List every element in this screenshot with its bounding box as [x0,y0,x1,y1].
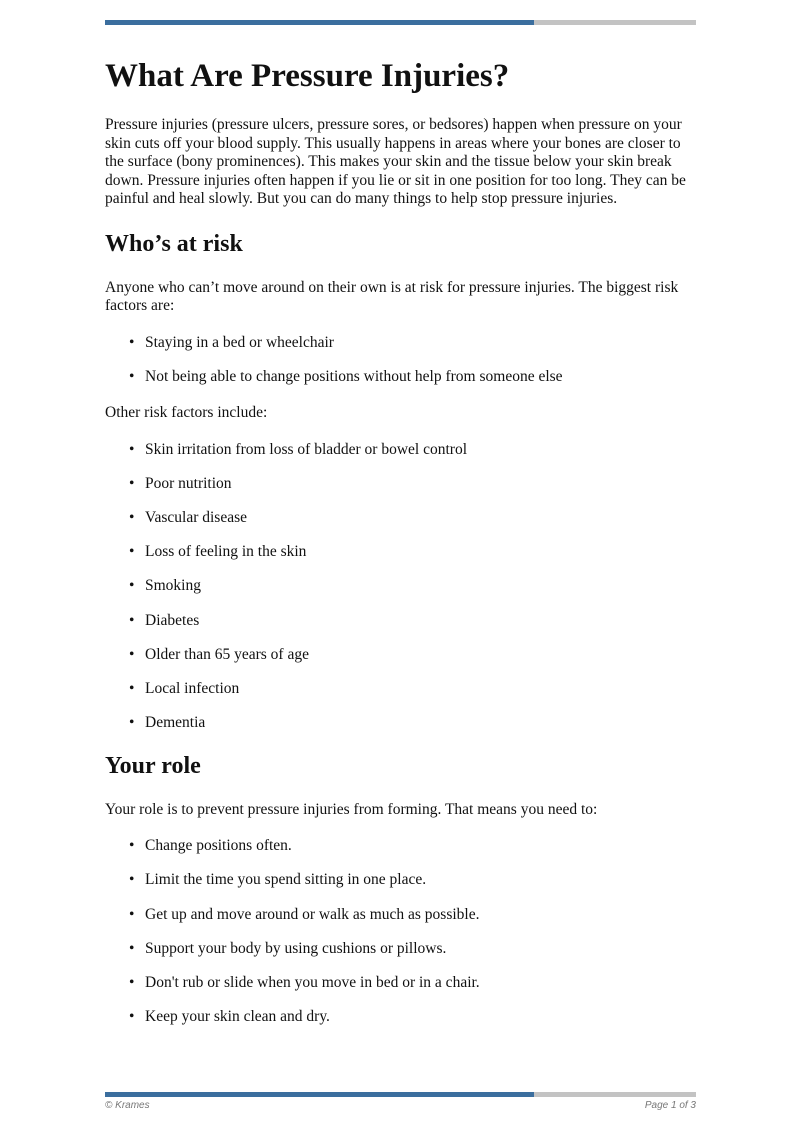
list-item [105,577,695,596]
header-rule-track [534,20,696,25]
list-item [105,906,695,925]
list-item [105,334,695,353]
role-lead-paragraph: Your role is to prevent pressure injuries from forming. That means you need to: [105,800,598,818]
bullet-icon: • [129,1008,135,1026]
list-item [105,837,695,856]
bullet-icon: • [129,905,135,923]
list-item-text: Loss of feeling in the skin [145,543,307,561]
list-item-text: Get up and move around or walk as much as possible. [145,905,480,923]
bullet-icon: • [129,714,135,732]
list-item-text: Staying in a bed or wheelchair [145,333,334,351]
header-rule [105,20,696,25]
list-item [105,646,695,665]
list-item [105,612,695,631]
list-item-text: Local infection [145,680,240,697]
page-footer [105,1100,696,1111]
bullet-icon: • [129,543,135,561]
list-item-text: Keep your skin clean and dry. [145,1008,330,1026]
list-item-text: Change positions often. [145,837,292,855]
bullet-icon: • [129,871,135,889]
list-item-text: Limit the time you spend sitting in one place. [145,871,427,889]
document-body [105,56,695,1045]
list-item [105,974,695,993]
list-item-text: Diabetes [145,611,200,629]
list-item [105,1008,695,1027]
intro-paragraph: Pressure injuries (pressure ulcers, pressure sores, or bedsores) happen when pressure on your skin cuts off your blood supply. This usually happens in areas where your bones are closer to the surface (bony prominences). This makes your skin and the tissue below your skin break down. Pressure injuries often happen if you lie or sit in one position for too long. They can be painful and heal slowly. But you can do many things to help stop pressure injuries. [105,116,686,207]
list-item-text: Older than 65 years of age [145,645,309,663]
other-risk-factors-list [105,441,695,733]
footer-rule-track [534,1092,696,1097]
list-item [105,543,695,562]
list-item [105,714,695,733]
list-item-text: Support your body by using cushions or pillows. [145,939,447,957]
list-item-text: Not being able to change positions without help from someone else [145,367,563,385]
list-item-text: Don't rub or slide when you move in bed or in a chair. [145,973,480,991]
section-heading-role: Your role [105,752,201,779]
risk-lead-paragraph: Anyone who can’t move around on their own is at risk for pressure injuries. The biggest risk factors are: [105,278,679,314]
bullet-icon: • [129,509,135,527]
bullet-icon: • [129,973,135,991]
list-item-text: Poor nutrition [145,474,232,492]
list-item-text: Dementia [145,714,206,732]
bullet-icon: • [129,474,135,492]
bullet-icon: • [129,645,135,663]
page-title: What Are Pressure Injuries? [105,58,510,94]
list-item [105,475,695,494]
bullet-icon: • [129,577,135,595]
header-rule-accent [105,20,534,25]
list-item [105,368,695,387]
list-item [105,680,695,699]
bullet-icon: • [129,837,135,855]
list-item [105,940,695,959]
section-heading-risk: Who’s at risk [105,230,243,257]
list-item-text: Smoking [145,577,201,595]
footer-rule-accent [105,1092,534,1097]
other-risk-lead-paragraph: Other risk factors include: [105,404,268,422]
list-item [105,871,695,890]
footer-rule [105,1092,696,1097]
bullet-icon: • [129,939,135,957]
bullet-icon: • [129,611,135,629]
bullet-icon: • [129,440,135,458]
bullet-icon: • [129,680,135,697]
list-item [105,509,695,528]
bullet-icon: • [129,367,135,385]
list-item [105,441,695,460]
page-number: Page 1 of 3 [644,1100,696,1111]
bullet-icon: • [129,333,135,351]
biggest-risk-factors-list [105,334,695,387]
role-actions-list [105,837,695,1026]
list-item-text: Skin irritation from loss of bladder or bowel control [145,440,467,458]
copyright-text: © Krames [105,1100,150,1111]
list-item-text: Vascular disease [145,509,247,527]
